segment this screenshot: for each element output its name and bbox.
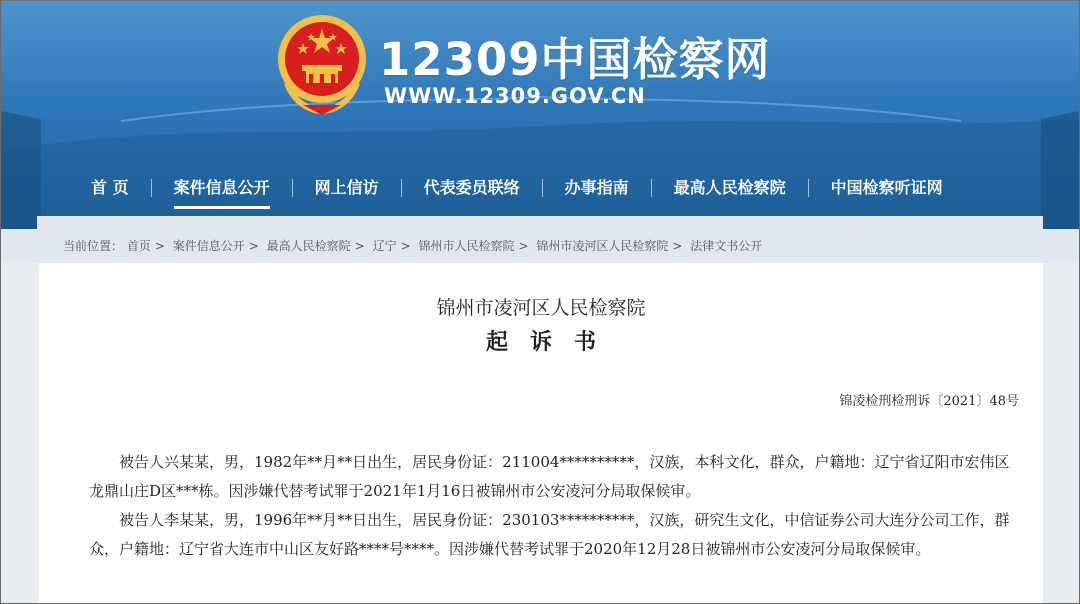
document-court: 锦州市凌河区人民检察院 bbox=[436, 297, 646, 319]
breadcrumb-link-liaoning[interactable]: 辽宁 bbox=[372, 239, 397, 253]
nav-item-home[interactable]: 首 页 bbox=[91, 178, 129, 197]
site-url[interactable]: WWW.12309.GOV.CN bbox=[384, 84, 646, 108]
breadcrumb-separator: > bbox=[154, 239, 165, 253]
breadcrumb-separator: > bbox=[518, 239, 529, 253]
breadcrumb-link-supreme[interactable]: 最高人民检察院 bbox=[266, 239, 351, 253]
breadcrumb-separator: > bbox=[354, 239, 365, 253]
document-paragraph: 被告人李某某，男，1996年**月**日出生，居民身份证：230103**********，汉族，研究生文化，中信证券公司大连分公司工作，群众，户籍地：辽宁省大连市中山区友好路****号****。因涉嫌代替考试罪于2020年12月28日被锦州市公安凌河分局取保候审。 bbox=[89, 511, 1010, 558]
breadcrumb-link-home[interactable]: 首页 bbox=[126, 239, 151, 253]
main-nav bbox=[39, 161, 1044, 215]
site-name[interactable]: 12309中国检察网 bbox=[379, 33, 771, 86]
breadcrumb-separator: > bbox=[400, 239, 411, 253]
breadcrumb-current[interactable]: 法律文书公开 bbox=[690, 239, 763, 253]
nav-item-hearing-network[interactable]: 中国检察听证网 bbox=[830, 178, 943, 197]
document-panel bbox=[39, 263, 1043, 604]
nav-item-supreme-procuratorate[interactable]: 最高人民检察院 bbox=[673, 178, 786, 197]
document-title: 起诉书 bbox=[485, 329, 618, 355]
breadcrumb-link-linghe[interactable]: 锦州市凌河区人民检察院 bbox=[536, 239, 669, 253]
national-emblem-icon bbox=[273, 13, 371, 117]
breadcrumb-prefix: 当前位置： bbox=[63, 239, 124, 253]
document-paragraph: 被告人兴某某，男，1982年**月**日出生，居民身份证：211004**********，汉族，本科文化，群众，户籍地：辽宁省辽阳市宏伟区龙鼎山庄D区***栋。因涉嫌代替考试罪于2021年1月16日被锦州市公安凌河分局取保候审。 bbox=[89, 453, 1010, 500]
document-body bbox=[89, 448, 1015, 564]
site-header bbox=[1, 1, 1079, 229]
breadcrumb-link-jinzhou[interactable]: 锦州市人民检察院 bbox=[418, 239, 515, 253]
breadcrumb bbox=[63, 237, 762, 254]
breadcrumb-link-case-info[interactable]: 案件信息公开 bbox=[172, 239, 245, 253]
nav-item-case-info[interactable]: 案件信息公开 bbox=[152, 165, 292, 211]
nav-item-deputy-liaison[interactable]: 代表委员联络 bbox=[423, 178, 520, 197]
nav-item-service-guide[interactable]: 办事指南 bbox=[564, 178, 629, 197]
breadcrumb-separator: > bbox=[672, 239, 683, 253]
breadcrumb-separator: > bbox=[248, 239, 259, 253]
document-number: 锦凌检刑检刑诉〔2021〕48号 bbox=[839, 394, 1019, 409]
breadcrumb-bar bbox=[1, 229, 1079, 263]
nav-item-online-petition[interactable]: 网上信访 bbox=[314, 178, 379, 197]
